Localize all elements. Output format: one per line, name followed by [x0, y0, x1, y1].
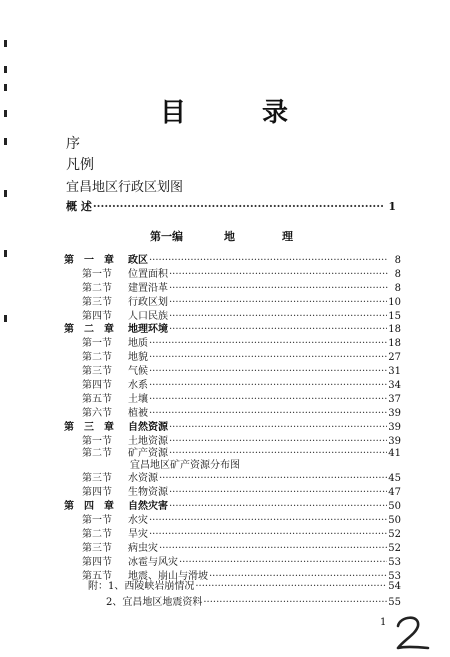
appendix-title: 西陵峡岩崩情况: [124, 581, 195, 592]
toc-appendix-1: [88, 580, 401, 593]
toc-chapter-4: 自然灾害 ····· 50: [128, 500, 401, 513]
toc-chapter-2: 地理环境 ····· 18: [128, 323, 401, 336]
chapter-label: 第 二 章: [64, 324, 114, 335]
chapter-label: 第 四 章: [64, 501, 114, 512]
section-label: 第三节: [82, 473, 112, 484]
appendix-page: 54: [388, 581, 401, 592]
toc-section: 旱灾 ····· 52: [128, 528, 401, 541]
mineral-map-note: 宜昌地区矿产资源分布图: [130, 460, 240, 471]
appendix-title: 宜昌地区地震资料: [122, 597, 203, 608]
section-label: 第六节: [82, 408, 112, 419]
toc-appendix-2: [106, 596, 401, 609]
toc-section: 地质 ····· 18: [128, 337, 401, 350]
toc-section: 植被 ····· 39: [128, 407, 401, 420]
front-guide: 凡例: [66, 157, 94, 173]
title-char-1: 目: [160, 98, 187, 128]
section-label: 第三节: [82, 543, 112, 554]
section-label: 第一节: [82, 436, 112, 447]
toc-section: 土地资源 ····· 39: [128, 435, 401, 448]
toc-section: 病虫灾 ····· 52: [128, 542, 401, 555]
section-label: 第三节: [82, 297, 112, 308]
page-title: [0, 92, 450, 128]
section-label: 第四节: [82, 557, 112, 568]
toc-section: 建置沿革 ····· 8: [128, 282, 401, 295]
binding-marks: [0, 40, 14, 360]
title-char-2: 录: [262, 98, 289, 128]
toc-section: 水系 ····· 34: [128, 379, 401, 392]
section-label: 第四节: [82, 380, 112, 391]
toc-section: 地震、崩山与滑坡 ····· 53: [128, 570, 401, 583]
toc-section: 水灾 ····· 50: [128, 514, 401, 527]
part-heading: [0, 228, 450, 244]
toc-chapter-1: [128, 254, 401, 267]
chapter-label: 第 三 章: [64, 422, 114, 433]
page-number: 1: [380, 617, 387, 628]
toc-section: 生物资源 ····· 47: [128, 486, 401, 499]
section-label: 第二节: [82, 283, 112, 294]
appendix-page: 55: [388, 597, 401, 608]
section-label: 第二节: [82, 352, 112, 363]
chapter-label: 第 一 章: [64, 255, 114, 266]
chapter-page: 8: [394, 255, 401, 266]
toc-section: 矿产资源 ····· 41: [128, 447, 401, 460]
chapter-title: 政区: [128, 255, 148, 266]
part-number: 第一编: [150, 230, 183, 243]
leader-dots: [93, 200, 383, 213]
part-char-2: 理: [282, 230, 293, 243]
appendix-label: 2、: [106, 597, 123, 608]
section-label: 第四节: [82, 311, 112, 322]
part-char-1: 地: [224, 230, 235, 243]
section-label: 第四节: [82, 487, 112, 498]
section-label: 第二节: [82, 529, 112, 540]
appendix-label: 附：1、: [88, 581, 125, 592]
toc-section: 位置面积 ····· 8: [128, 268, 401, 281]
toc-section: 土壤 ····· 37: [128, 393, 401, 406]
toc-overview: [66, 200, 396, 213]
section-label: 第一节: [82, 338, 112, 349]
overview-page: 1: [388, 200, 396, 213]
handwritten-number-2: [392, 614, 432, 652]
toc-section: 水资源 ····· 45: [128, 472, 401, 485]
section-label: 第三节: [82, 366, 112, 377]
section-label: 第五节: [82, 394, 112, 405]
toc-section: 行政区划 ····· 10: [128, 296, 401, 309]
section-label: 第一节: [82, 515, 112, 526]
toc-section: 人口民族 ····· 15: [128, 310, 401, 323]
section-label: 第一节: [82, 269, 112, 280]
front-admin-map: 宜昌地区行政区划图: [66, 180, 184, 195]
front-preface: 序: [66, 136, 80, 152]
toc-section: 地貌 ····· 27: [128, 351, 401, 364]
overview-label: 概 述: [66, 200, 92, 213]
toc-section: 气候 ····· 31: [128, 365, 401, 378]
toc-section: 冰雹与风灾 ····· 53: [128, 556, 401, 569]
toc-chapter-3: 自然资源 ····· 39: [128, 421, 401, 434]
section-label: 第二节: [82, 448, 112, 459]
section-label: 第五节: [82, 571, 112, 582]
